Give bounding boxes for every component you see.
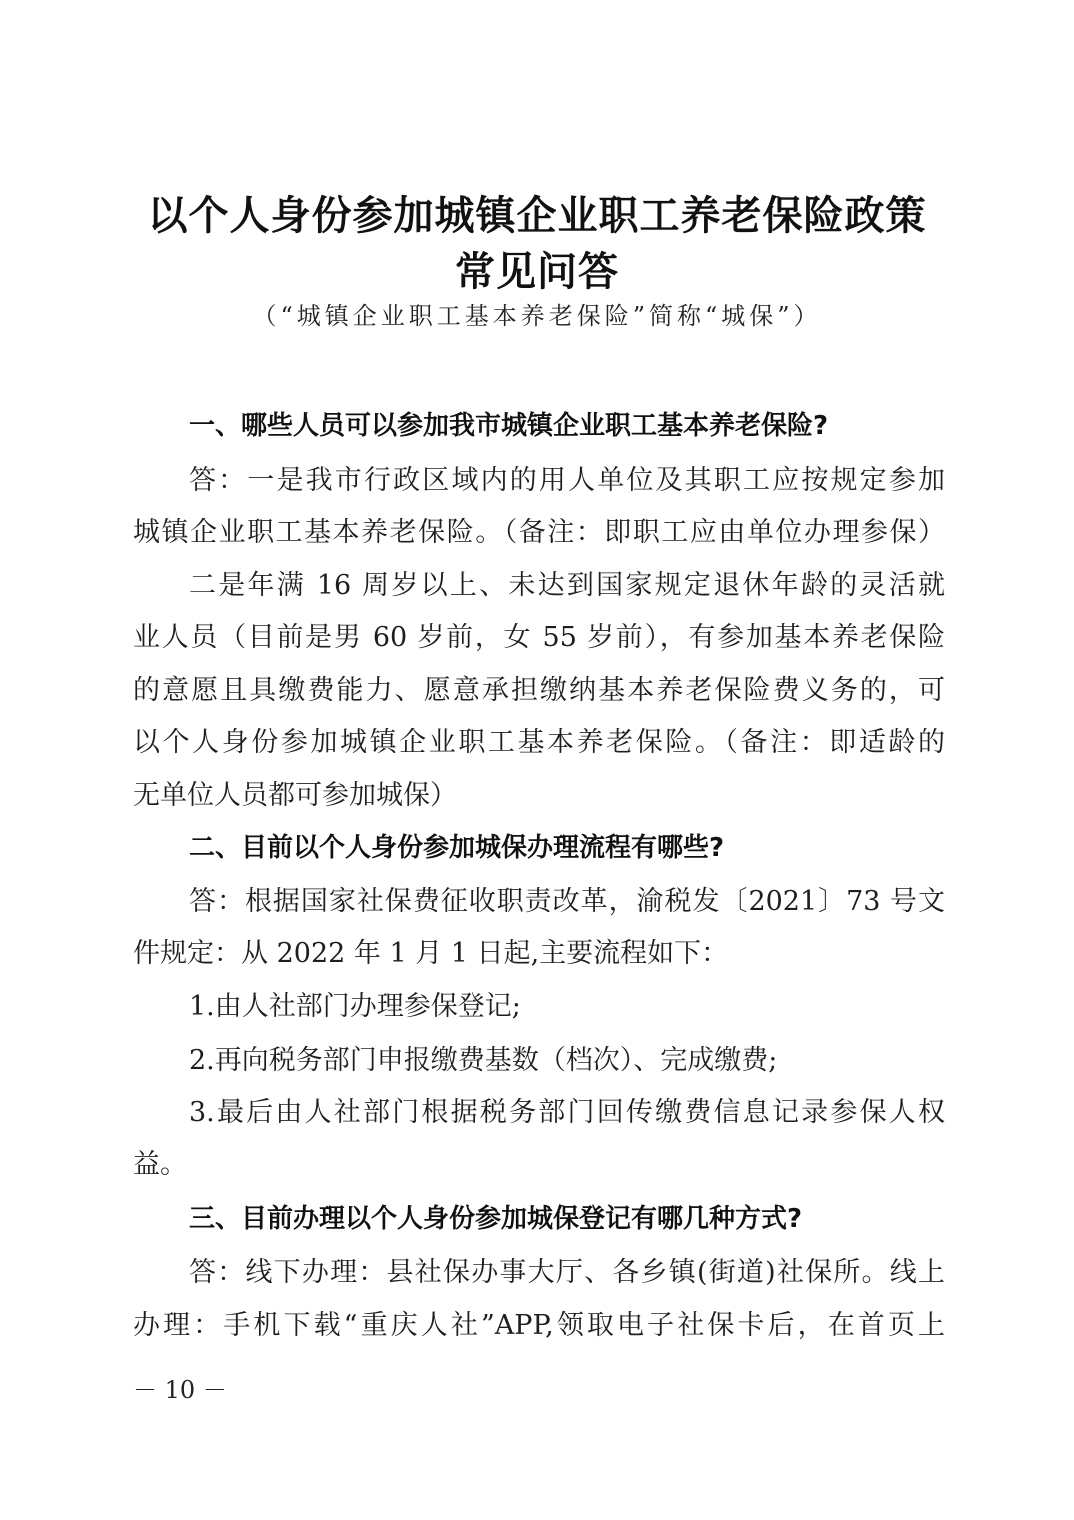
paragraph-line: 以个人身份参加城镇企业职工基本养老保险。（备注：即适龄的 (133, 727, 945, 758)
paragraph-line: 答：一是我市行政区域内的用人单位及其职工应按规定参加 (189, 465, 945, 496)
section-heading: 一、哪些人员可以参加我市城镇企业职工基本养老保险? (189, 411, 829, 441)
list-item: 3.最后由人社部门根据税务部门回传缴费信息记录参保人权 (189, 1097, 945, 1128)
paragraph-line: 的意愿且具缴费能力、愿意承担缴纳基本养老保险费义务的，可 (133, 675, 945, 706)
page-number: － 10 － (133, 1376, 227, 1404)
document-subtitle: （“城镇企业职工基本养老保险”简称“城保”） (252, 302, 822, 330)
paragraph-line: 城镇企业职工基本养老保险。（备注：即职工应由单位办理参保） (133, 517, 945, 548)
list-item: 2.再向税务部门申报缴费基数（档次）、完成缴费; (189, 1045, 778, 1076)
section-heading: 三、目前办理以个人身份参加城保登记有哪几种方式? (189, 1204, 803, 1234)
section-heading: 二、目前以个人身份参加城保办理流程有哪些? (189, 833, 725, 863)
paragraph-line: 答：根据国家社保费征收职责改革，渝税发〔2021〕73 号文 (189, 886, 945, 917)
paragraph-line: 答：线下办理：县社保办事大厅、各乡镇(街道)社保所。线上 (189, 1257, 945, 1288)
paragraph-line: 办理：手机下载“重庆人社”APP,领取电子社保卡后，在首页上 (133, 1310, 945, 1341)
paragraph-line: 无单位人员都可参加城保） (133, 780, 457, 811)
paragraph-line: 二是年满 16 周岁以上、未达到国家规定退休年龄的灵活就 (189, 570, 945, 601)
list-item: 1.由人社部门办理参保登记; (189, 991, 521, 1022)
document-title: 以个人身份参加城镇企业职工养老保险政策 (147, 193, 927, 239)
paragraph-line: 益。 (133, 1149, 187, 1180)
document-title-line2: 常见问答 (455, 249, 619, 295)
paragraph-line: 业人员（目前是男 60 岁前，女 55 岁前），有参加基本养老保险 (133, 622, 945, 653)
paragraph-line: 件规定：从 2022 年 1 月 1 日起,主要流程如下： (133, 938, 729, 969)
